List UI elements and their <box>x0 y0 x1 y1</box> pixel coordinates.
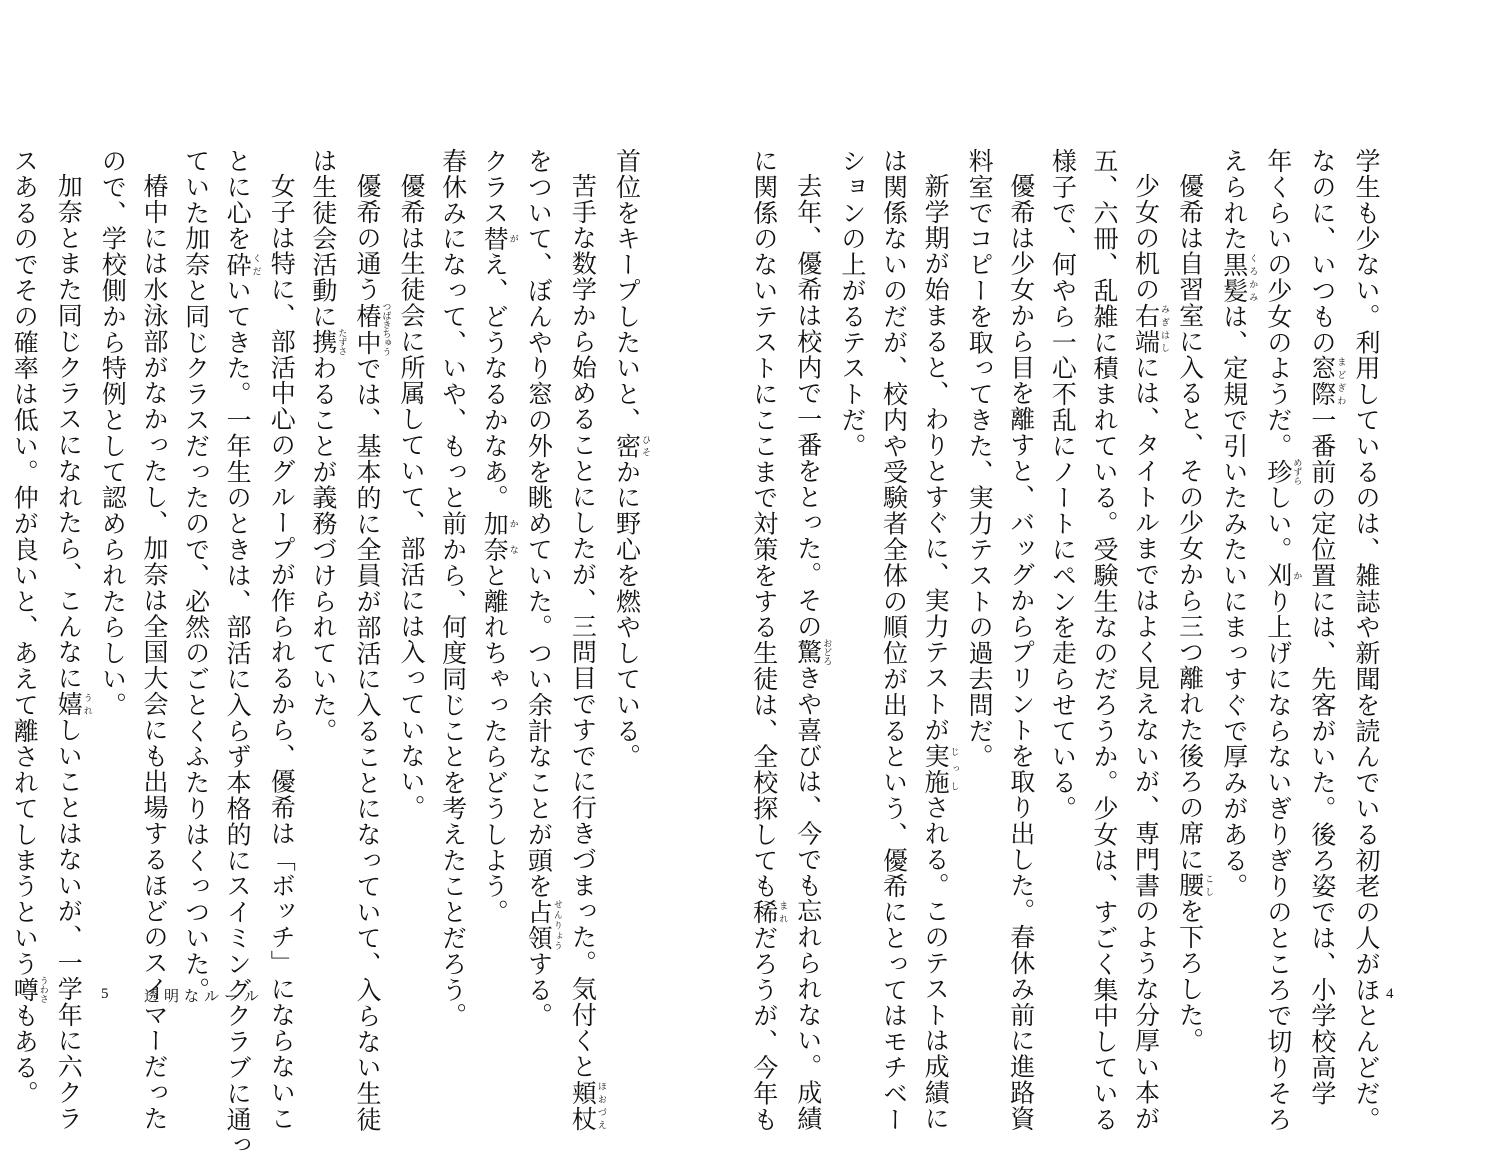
ruby-reading: かな <box>507 510 518 563</box>
ruby-base: 頬杖 <box>568 1079 598 1132</box>
right-page-text <box>749 148 1387 1133</box>
left-line-11: ていた加奈と同じクラスだったので、必然のごとくふたりはくっついた。 <box>181 148 211 1003</box>
left-line-4 <box>474 148 518 948</box>
ruby-reading: まれ <box>777 899 788 925</box>
ruby-reading: まどぎわ <box>1335 355 1346 407</box>
text-run: スあるのでその確率は低い。仲が良いと、あえて離されてしまうという <box>10 148 40 977</box>
left-line-7 <box>346 148 391 1133</box>
ruby-base: 携 <box>308 328 338 356</box>
text-run: では、基本的に全員が部活に入ることになっていて、入らない生徒 <box>352 355 382 1133</box>
furigana <box>480 510 518 563</box>
ruby-reading: くろかみ <box>1247 251 1258 304</box>
page-number-left: 5 <box>101 986 109 1002</box>
ruby-reading: ほおづえ <box>595 1079 606 1132</box>
right-line-9: 優希は少女から目を離すと、バッグからプリントを取り出した。春休み前に進路資 <box>1006 173 1036 1132</box>
right-line-13: ションの上がるテストだ。 <box>837 148 867 459</box>
furigana <box>612 432 650 459</box>
text-run: 一番前の定位置には、先客がいた。後ろ姿では、小学校高学 <box>1307 407 1337 1107</box>
right-line-1: 学生も少ない。利用しているのは、雑誌や新聞を読んでいる初老の人がほとんどだ。 <box>1352 148 1381 1133</box>
text-run: に関係のないテストにここまで対策をする生徒は、全校探しても <box>749 148 779 900</box>
left-line-3 <box>518 148 562 1029</box>
ruby-base: 黒髪 <box>1219 251 1249 304</box>
text-run: なのに、いつもの <box>1307 148 1337 356</box>
right-line-12: は関係ないのだが、校内や受験者全体の順位が出るという、優希にとってはモチベー <box>879 148 909 1133</box>
left-line-9: 女子は特に、部活中心のグループが作られるから、優希は「ボッチ」にならないこ <box>267 173 297 1132</box>
ruby-base: 驚 <box>793 638 823 666</box>
ruby-base: 噂 <box>10 976 40 1004</box>
right-line-5 <box>1169 148 1214 1054</box>
right-line-4 <box>1213 148 1257 948</box>
right-line-14 <box>787 148 832 1132</box>
right-line-10: 料室でコピーを取ってきた、実力テストの過去問だ。 <box>965 148 995 770</box>
ruby-base: 砕 <box>223 251 253 278</box>
right-line-8: 様子で、何やら一心不乱にノートにペンを走らせている。 <box>1048 148 1078 822</box>
ruby-base: 刈 <box>1263 562 1293 589</box>
left-line-10 <box>217 148 261 1158</box>
left-line-8 <box>302 148 346 948</box>
text-run: 去年、優希は校内で一番をとった。その <box>793 173 823 640</box>
text-run: かに野心を燃やしている。 <box>612 458 642 770</box>
text-run: クラス <box>480 148 510 226</box>
left-line-6: 優希は生徒会に所属していて、部活には入っていない。 <box>397 173 427 821</box>
ruby-reading: が <box>507 225 518 252</box>
ruby-reading: こし <box>1203 872 1214 899</box>
furigana <box>1219 251 1258 304</box>
text-run: とに心を <box>223 148 253 252</box>
text-run: しい。 <box>1263 484 1293 563</box>
ruby-reading: みぎはし <box>1159 302 1170 355</box>
ruby-base: 椿中 <box>352 301 382 356</box>
text-run: え、どうなるかなあ。 <box>480 251 510 511</box>
furigana <box>1307 355 1346 408</box>
ruby-reading: じっし <box>948 742 959 795</box>
text-run: もある。 <box>10 1002 40 1107</box>
text-run: だろうが、今年も <box>749 925 779 1133</box>
text-run: される。このテストは成績に <box>921 794 951 1132</box>
furigana <box>308 328 347 356</box>
ruby-base: 腰 <box>1175 872 1205 899</box>
text-run: 年くらいの少女のようだ。 <box>1263 148 1293 459</box>
text-run: は生徒会活動に <box>308 148 338 330</box>
furigana <box>1131 302 1170 355</box>
text-run: には、タイトルまではよく見えないが、専門書のような分厚い本が <box>1131 354 1161 1132</box>
ruby-reading: うわさ <box>37 976 48 1004</box>
text-run: 苦手な数学から始めることにしたが、三問目ですでに行きづまった。気付くと <box>568 173 598 1080</box>
text-run: を下ろした。 <box>1175 898 1205 1054</box>
left-line-5: 春休みになって、いや、もっと前から、何度同じことを考えたことだろう。 <box>438 148 468 1029</box>
ruby-base: 占領 <box>524 899 554 951</box>
furigana <box>10 976 48 1004</box>
ruby-base: 右端 <box>1131 302 1161 355</box>
text-run: 優希の通う <box>352 173 382 303</box>
text-run: わることが義務づけられていた。 <box>308 355 338 744</box>
ruby-reading: たずさ <box>336 328 347 356</box>
furigana <box>1263 562 1302 589</box>
text-run: いてきた。一年生のときは、部活に入らず本格的にスイミングクラブに通っ <box>223 277 253 1158</box>
left-line-14 <box>48 148 92 1132</box>
ruby-base: 嬉 <box>54 691 84 717</box>
furigana <box>54 691 92 717</box>
furigana <box>1263 458 1302 486</box>
text-run: 首位をキープしたいと、 <box>612 148 642 433</box>
ruby-reading: うれ <box>81 691 92 717</box>
furigana <box>568 1079 606 1132</box>
ruby-base: 稀 <box>749 899 779 926</box>
right-line-11 <box>914 148 959 1132</box>
page-number-right: 4 <box>1386 986 1394 1002</box>
text-run: しいことはないが、一学年に六クラ <box>54 716 84 1132</box>
left-line-2 <box>562 148 606 1132</box>
ruby-reading: おどろ <box>821 638 832 666</box>
text-run: する。 <box>524 950 554 1029</box>
running-title: 透明なルール <box>144 987 264 1005</box>
ruby-reading: ひそ <box>640 432 650 459</box>
text-run: り上げにならないぎりぎりのところで切りそろ <box>1263 588 1293 1133</box>
left-line-12: 椿中には水泳部がなかったし、加奈は全国大会にも出場するほどのスイマーだった <box>139 173 169 1132</box>
right-line-15 <box>743 148 788 1133</box>
left-line-1 <box>606 148 650 948</box>
text-run: えられた <box>1219 148 1249 252</box>
text-run: 優希は自習室に入ると、その少女から三つ離れた後ろの席に <box>1175 173 1205 873</box>
right-line-2 <box>1301 148 1346 1107</box>
ruby-reading: か <box>1291 562 1302 589</box>
ruby-base: 替 <box>480 225 510 252</box>
text-run: は、定規で引いたみたいにまっすぐで厚みがある。 <box>1219 303 1249 900</box>
ruby-base: 加奈 <box>480 510 510 563</box>
left-line-15 <box>4 148 48 1107</box>
furigana <box>223 251 261 278</box>
ruby-base: 珍 <box>1263 458 1293 486</box>
right-line-7: 五、六冊、乱雑に積まれている。受験生なのだろうか。少女は、すごく集中している <box>1089 148 1119 1133</box>
furigana <box>1175 872 1214 899</box>
furigana <box>480 225 518 252</box>
furigana <box>793 638 832 666</box>
text-run: 加奈とまた同じクラスになれたら、こんなに <box>54 173 84 691</box>
furigana <box>524 899 562 951</box>
furigana <box>921 742 959 795</box>
text-run: 新学期が始まると、わりとすぐに、実力テストが <box>921 173 951 743</box>
right-line-3 <box>1257 148 1302 1133</box>
ruby-base: 窓際 <box>1307 355 1337 408</box>
ruby-reading: くだ <box>250 251 261 278</box>
text-run: と離れちゃったらどうしよう。 <box>480 562 510 926</box>
ruby-base: 密 <box>612 432 642 459</box>
ruby-reading: つばきちゅう <box>380 301 391 356</box>
text-run: きや喜びは、今でも忘れられない。成績 <box>793 665 823 1132</box>
right-line-6 <box>1125 148 1170 1132</box>
left-line-13: ので、学校側から特例として認められたらしい。 <box>98 148 128 718</box>
text-run: をついて、ぼんやり窓の外を眺めていた。つい余計なことが頭を <box>524 148 554 900</box>
ruby-reading: せんりょう <box>551 899 562 951</box>
ruby-base: 実施 <box>921 742 951 795</box>
furigana <box>749 899 788 926</box>
ruby-reading: めずら <box>1291 458 1302 486</box>
text-run: 少女の机の <box>1131 173 1161 303</box>
furigana <box>352 301 391 356</box>
